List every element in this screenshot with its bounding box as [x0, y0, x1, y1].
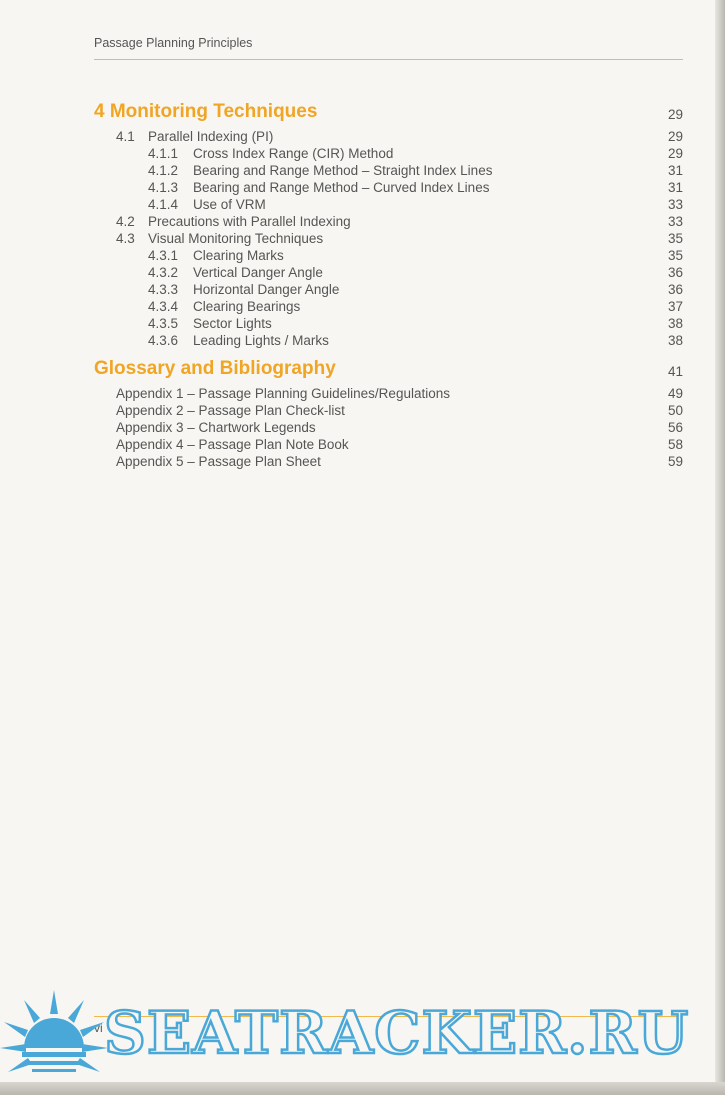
entry-title: Parallel Indexing (PI) — [148, 129, 274, 144]
entry-title: Appendix 1 – Passage Planning Guidelines/Regulations — [116, 386, 450, 401]
toc-entry-4-3-1[interactable] — [94, 247, 683, 264]
page-folio: vi — [94, 1021, 103, 1035]
toc-appendix-5[interactable] — [94, 453, 683, 470]
entry-title: Sector Lights — [193, 316, 272, 331]
toc-entry-4-3-5[interactable] — [94, 315, 683, 332]
entry-page: 31 — [667, 163, 683, 178]
entry-title: Cross Index Range (CIR) Method — [193, 146, 394, 161]
toc-appendix-1[interactable] — [94, 385, 683, 402]
entry-title: Appendix 3 – Chartwork Legends — [116, 420, 316, 435]
toc-entry-4-1-1[interactable] — [94, 145, 683, 162]
toc-entry-4-1[interactable] — [94, 128, 683, 145]
entry-number: 4.3.6 — [148, 333, 179, 348]
entry-title: Bearing and Range Method – Straight Index Lines — [193, 163, 493, 178]
toc-chapter-glossary[interactable] — [94, 357, 683, 381]
entry-page: 29 — [667, 129, 683, 144]
watermark — [0, 988, 725, 1078]
entry-page: 36 — [667, 282, 683, 297]
entry-number: 4.1.1 — [148, 146, 179, 161]
toc-entry-4-3-2[interactable] — [94, 264, 683, 281]
entry-number: 4.3.2 — [148, 265, 179, 280]
entry-page: 59 — [667, 454, 683, 469]
header-rule — [94, 59, 683, 60]
toc-appendix-3[interactable] — [94, 419, 683, 436]
toc-entry-4-3-4[interactable] — [94, 298, 683, 315]
toc-appendix-2[interactable] — [94, 402, 683, 419]
entry-title: Precautions with Parallel Indexing — [148, 214, 351, 229]
entry-title: Bearing and Range Method – Curved Index Lines — [193, 180, 490, 195]
entry-number: 4.3.1 — [148, 248, 179, 263]
entry-number: 4.3.5 — [148, 316, 179, 331]
entry-page: 33 — [667, 214, 683, 229]
entry-page: 38 — [667, 333, 683, 348]
toc-chapter-4[interactable] — [94, 100, 683, 124]
entry-page: 35 — [667, 231, 683, 246]
entry-page: 56 — [667, 420, 683, 435]
entry-title: Vertical Danger Angle — [193, 265, 323, 280]
entry-title: Use of VRM — [193, 197, 266, 212]
entry-number: 4.2 — [116, 214, 135, 229]
entry-page: 35 — [667, 248, 683, 263]
entry-title: Clearing Marks — [193, 248, 284, 263]
entry-title: Horizontal Danger Angle — [193, 282, 340, 297]
page-edge-shadow — [715, 0, 725, 1095]
entry-title: Visual Monitoring Techniques — [148, 231, 324, 246]
entry-page: 29 — [667, 146, 683, 161]
entry-page: 37 — [667, 299, 683, 314]
entry-number: 4.1 — [116, 129, 135, 144]
entry-page: 36 — [667, 265, 683, 280]
toc-appendix-4[interactable] — [94, 436, 683, 453]
toc-entry-4-2[interactable] — [94, 213, 683, 230]
chapter-page: 41 — [667, 364, 683, 379]
toc-entry-4-3-6[interactable] — [94, 332, 683, 349]
entry-number: 4.3 — [116, 231, 135, 246]
toc-entry-4-1-4[interactable] — [94, 196, 683, 213]
entry-title: Appendix 4 – Passage Plan Note Book — [116, 437, 349, 452]
chapter-title: Glossary and Bibliography — [94, 358, 336, 379]
running-header: Passage Planning Principles — [94, 36, 253, 50]
entry-page: 38 — [667, 316, 683, 331]
entry-number: 4.3.3 — [148, 282, 179, 297]
toc-entry-4-3[interactable] — [94, 230, 683, 247]
entry-title: Leading Lights / Marks — [193, 333, 329, 348]
entry-page: 49 — [667, 386, 683, 401]
chapter-page: 29 — [667, 107, 683, 122]
entry-title: Clearing Bearings — [193, 299, 301, 314]
entry-page: 31 — [667, 180, 683, 195]
page-bottom-edge — [0, 1082, 725, 1095]
toc-entry-4-1-2[interactable] — [94, 162, 683, 179]
entry-page: 58 — [667, 437, 683, 452]
entry-title: Appendix 2 – Passage Plan Check-list — [116, 403, 345, 418]
entry-number: 4.1.3 — [148, 180, 179, 195]
toc-entry-4-1-3[interactable] — [94, 179, 683, 196]
entry-page: 33 — [667, 197, 683, 212]
table-of-contents — [94, 100, 683, 470]
chapter-title: 4 Monitoring Techniques — [94, 101, 318, 122]
entry-page: 50 — [667, 403, 683, 418]
watermark-text: SEATRACKER.RU — [104, 999, 690, 1067]
entry-number: 4.1.2 — [148, 163, 179, 178]
sun-icon — [0, 988, 108, 1078]
entry-number: 4.3.4 — [148, 299, 179, 314]
toc-entry-4-3-3[interactable] — [94, 281, 683, 298]
entry-title: Appendix 5 – Passage Plan Sheet — [116, 454, 321, 469]
entry-number: 4.1.4 — [148, 197, 179, 212]
